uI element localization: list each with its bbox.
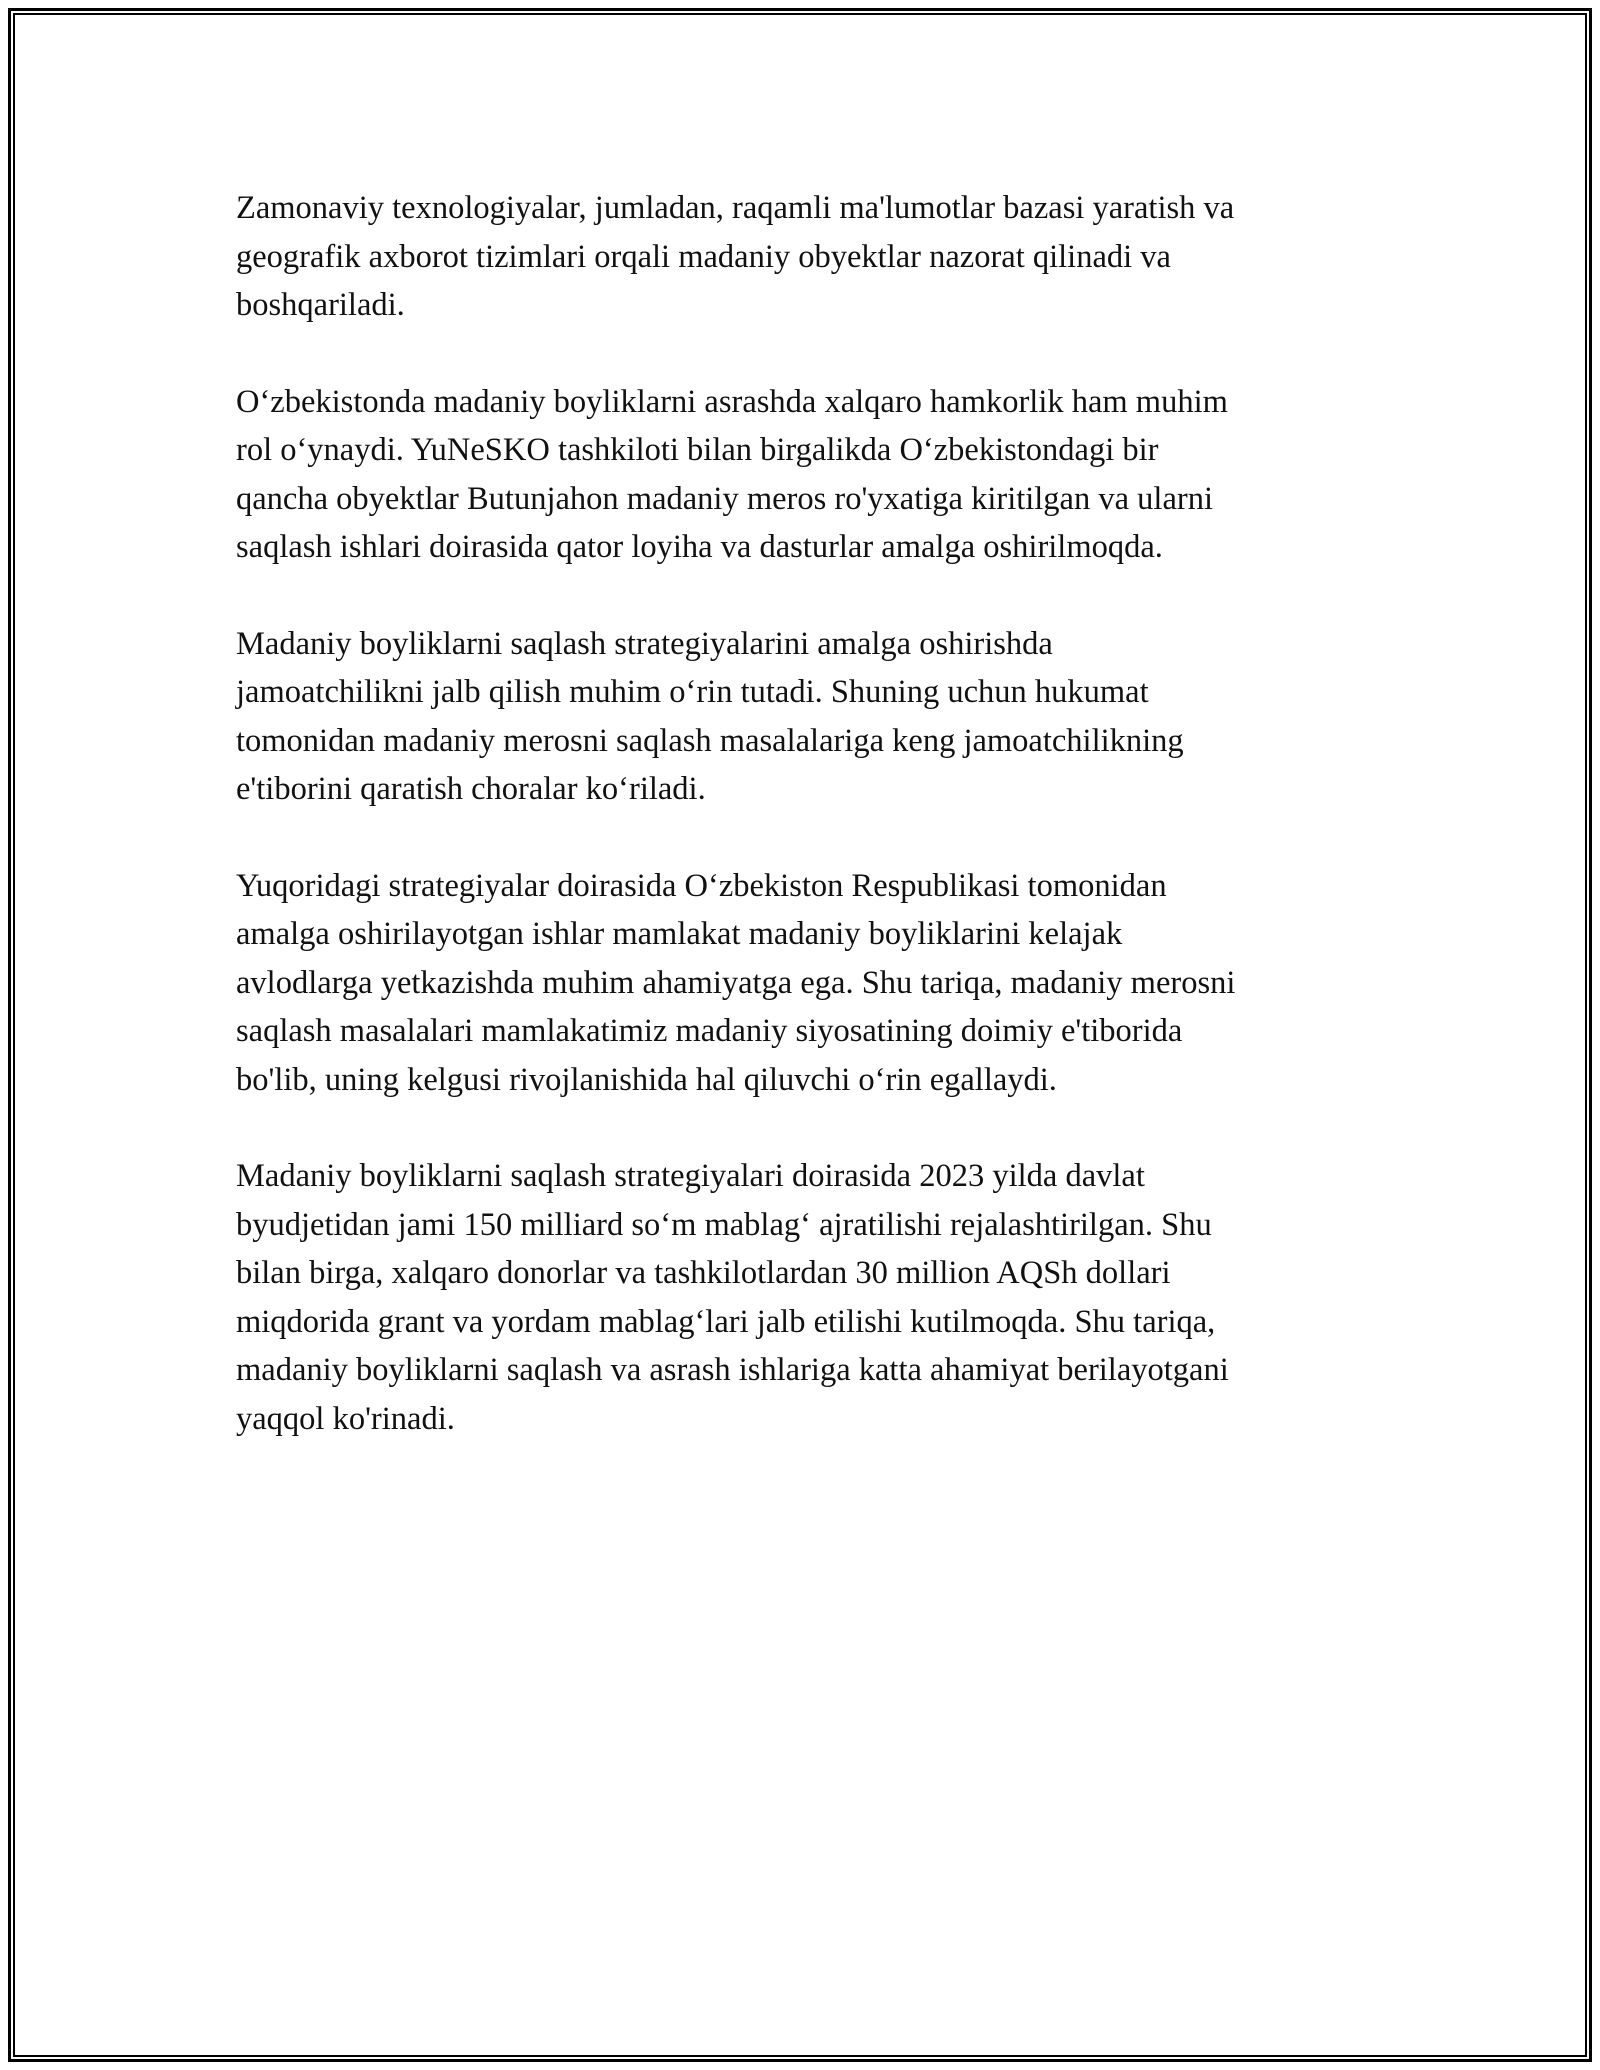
text-line: Madaniy boyliklarni saqlash strategiyalari doirasida 2023 yilda davlat xyxy=(236,1158,1145,1194)
paragraph-strategy-summary xyxy=(236,862,1376,1105)
document-body xyxy=(236,184,1376,1491)
text-line: yaqqol ko'rinadi. xyxy=(236,1400,455,1437)
text-line: miqdorida grant va yordam mablagʻlari jalb etilishi kutilmoqda. Shu tariqa, xyxy=(236,1303,1216,1340)
text-line: Zamonaviy texnologiyalar, jumladan, raqamli ma'lumotlar bazasi yaratish va xyxy=(236,190,1235,226)
text-line: Madaniy boyliklarni saqlash strategiyalarini amalga oshirishda xyxy=(236,625,1053,662)
text-line: e'tiborini qaratish choralar koʻriladi. xyxy=(236,771,706,807)
text-line: saqlash masalalari mamlakatimiz madaniy siyosatining doimiy e'tiborida xyxy=(236,1013,1183,1049)
paragraph-technology xyxy=(236,184,1376,330)
text-line: geografik axborot tizimlari orqali madaniy obyektlar nazorat qilinadi va xyxy=(236,238,1171,275)
text-line: avlodlarga yetkazishda muhim ahamiyatga ega. Shu tariqa, madaniy merosni xyxy=(236,964,1236,1001)
text-line: saqlash ishlari doirasida qator loyiha va dasturlar amalga oshirilmoqda. xyxy=(236,529,1163,565)
text-line: Yuqoridagi strategiyalar doirasida Oʻzbekiston Respublikasi tomonidan xyxy=(236,867,1167,904)
text-line: Oʻzbekistonda madaniy boyliklarni asrashda xalqaro hamkorlik ham muhim xyxy=(236,383,1228,420)
text-line: bilan birga, xalqaro donorlar va tashkilotlardan 30 million AQSh dollari xyxy=(236,1255,1171,1291)
text-line: bo'lib, uning kelgusi rivojlanishida hal qiluvchi oʻrin egallaydi. xyxy=(236,1061,1057,1098)
text-line: rol oʻynaydi. YuNeSKO tashkiloti bilan birgalikda Oʻzbekistondagi bir xyxy=(236,432,1159,468)
paragraph-funding xyxy=(236,1152,1376,1443)
text-line: byudjetidan jami 150 milliard soʻm mablagʻ ajratilishi rejalashtirilgan. Shu xyxy=(236,1206,1212,1243)
text-line: madaniy boyliklarni saqlash va asrash ishlariga katta ahamiyat berilayotgani xyxy=(236,1352,1229,1388)
paragraph-public-involvement xyxy=(236,620,1376,814)
text-line: amalga oshirilayotgan ishlar mamlakat madaniy boyliklarini kelajak xyxy=(236,916,1123,952)
text-line: jamoatchilikni jalb qilish muhim oʻrin tutadi. Shuning uchun hukumat xyxy=(236,674,1149,710)
text-line: qancha obyektlar Butunjahon madaniy meros ro'yxatiga kiritilgan va ularni xyxy=(236,480,1213,517)
text-line: boshqariladi. xyxy=(236,287,405,323)
paragraph-international-cooperation xyxy=(236,378,1376,572)
text-line: tomonidan madaniy merosni saqlash masalalariga keng jamoatchilikning xyxy=(236,722,1184,759)
